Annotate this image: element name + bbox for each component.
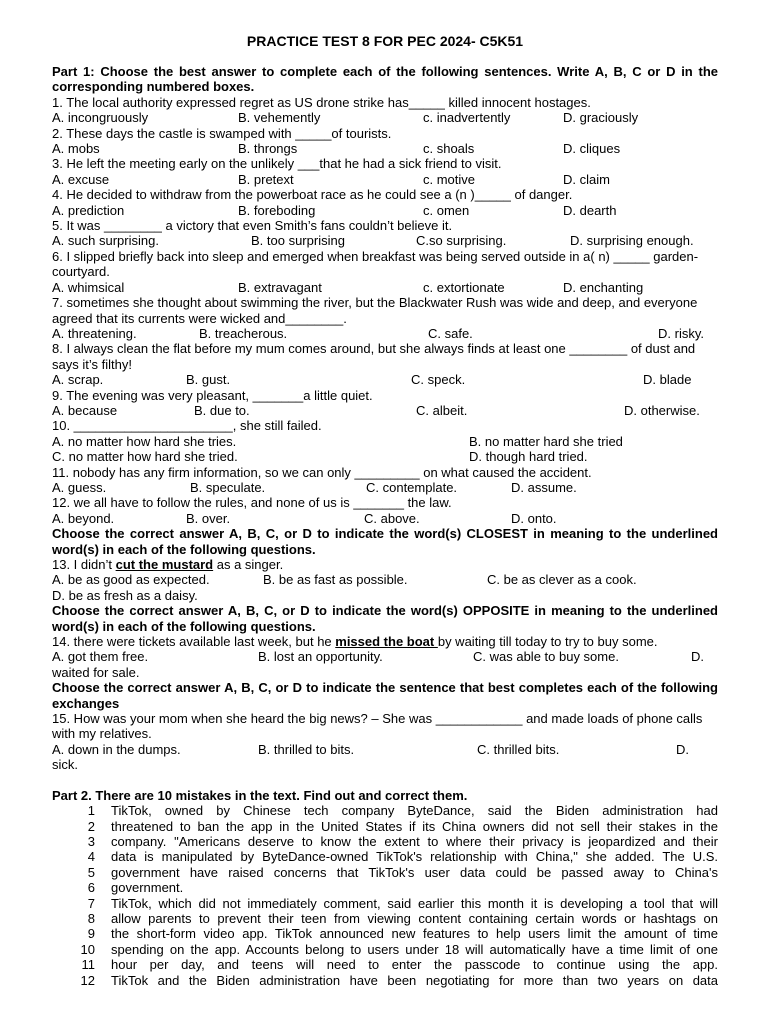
option-b: B. treacherous. <box>199 325 288 341</box>
passage-line <box>52 834 718 849</box>
line-number: 10 <box>80 941 95 957</box>
question-options <box>52 172 718 187</box>
option-b: B. thrilled to bits. <box>258 741 355 757</box>
option-a: A. whimsical <box>52 279 125 295</box>
option-d: D. surprising enough. <box>570 233 694 249</box>
line-number: 1 <box>87 803 95 819</box>
part2-heading: Part 2. There are 10 mistakes in the text. Find out and correct them. <box>52 787 468 803</box>
option-a: A. mobs <box>52 141 100 157</box>
question-stem: 11. nobody has any firm information, so we can only _________ on what caused the accident. <box>52 464 592 480</box>
line-number: 6 <box>87 880 95 896</box>
line-text: hour per day, and teens will need to enter the passcode to continue using the app. <box>111 957 718 973</box>
option-c: c. omen <box>423 202 470 218</box>
question-stem <box>52 557 718 572</box>
option-a: A. no matter how hard she tries. <box>52 433 237 449</box>
option-c: C.so surprising. <box>416 233 507 249</box>
line-number: 11 <box>81 957 95 973</box>
option-d: D. blade <box>643 372 692 388</box>
question-options <box>52 326 718 341</box>
passage-line <box>52 880 718 895</box>
question-options <box>52 449 718 464</box>
line-text: company. "Americans deserve to know the extent to where their privacy is jeopardized and their <box>111 833 718 849</box>
question-stem: 4. He decided to withdraw from the powerboat race as he could see a (n )_____ of danger. <box>52 187 573 203</box>
line-text: data is manipulated by ByteDance-owned TikTok's relationship with China," she added. The U.S. <box>111 849 718 865</box>
option-c: c. inadvertently <box>423 110 511 126</box>
question-options <box>52 372 718 387</box>
option-a: A. excuse <box>52 171 110 187</box>
option-d: D. risky. <box>658 325 704 341</box>
question-stem: 9. The evening was very pleasant, _______a little quiet. <box>52 387 373 403</box>
line-number: 3 <box>87 833 95 849</box>
passage-line <box>52 849 718 864</box>
line-number: 12 <box>80 972 95 988</box>
question-stem: 8. I always clean the flat before my mum comes around, but she always finds at least one ________ of dust and says it’s filthy! <box>52 341 696 372</box>
line-text: allow parents to prevent their teen from viewing content containing certain words or hashtags on <box>111 910 718 926</box>
option-d: D. dearth <box>563 202 617 218</box>
option-c: c. shoals <box>423 141 475 157</box>
option-c: C. thrilled bits. <box>477 741 560 757</box>
question-options <box>52 511 718 526</box>
passage-line <box>52 911 718 926</box>
stem-text: 14. there were tickets available last week, but he <box>52 634 336 650</box>
option-b: B. gust. <box>186 372 231 388</box>
option-b: B. vehemently <box>238 110 321 126</box>
question-stem: 2. These days the castle is swamped with _____of tourists. <box>52 125 392 141</box>
question-options <box>52 233 718 248</box>
question-options <box>52 649 718 664</box>
option-a: A. guess. <box>52 479 107 495</box>
question-options <box>52 742 718 757</box>
option-d-rest: waited for sale. <box>52 664 140 680</box>
option-c: C. albeit. <box>416 402 468 418</box>
option-a: A. threatening. <box>52 325 137 341</box>
question-stem: 3. He left the meeting early on the unlikely ___that he had a sick friend to visit. <box>52 156 502 172</box>
line-text: threatened to ban the app in the United States if its China owners did not sell their stakes in the <box>111 818 718 834</box>
option-d: D. be as fresh as a daisy. <box>52 587 198 603</box>
line-number: 5 <box>87 864 95 880</box>
option-b: B. throngs <box>238 141 298 157</box>
option-a: A. got them free. <box>52 649 149 665</box>
question-options <box>52 141 718 156</box>
line-number: 7 <box>87 895 95 911</box>
question-stem: 15. How was your mom when she heard the big news? – She was ____________ and made loads of phone calls with my relatives. <box>52 711 703 742</box>
passage-line <box>52 803 718 818</box>
closest-instruction: Choose the correct answer A, B, C, or D to indicate the word(s) CLOSEST in meaning to the underlined word(s) in each of the following questions. <box>52 526 718 557</box>
question-options-continued <box>52 757 718 772</box>
option-c: C. no matter how hard she tried. <box>52 449 238 465</box>
test-title: PRACTICE TEST 8 FOR PEC 2024- C5K51 <box>246 33 524 49</box>
option-c: C. above. <box>364 510 420 526</box>
option-a: A. such surprising. <box>52 233 159 249</box>
question-stem: 10. ______________________, she still failed. <box>52 418 322 434</box>
option-b: B. be as fast as possible. <box>263 572 408 588</box>
passage-line <box>52 819 718 834</box>
question-options <box>52 480 718 495</box>
option-d: D. otherwise. <box>624 402 700 418</box>
question-options <box>52 280 718 295</box>
question-stem: 12. we all have to follow the rules, and none of us is _______ the law. <box>52 495 452 511</box>
passage-line <box>52 942 718 957</box>
question-stem: 5. It was ________ a victory that even Smith’s fans couldn’t believe it. <box>52 218 453 234</box>
option-c: C. was able to buy some. <box>473 649 619 665</box>
option-d: D. graciously <box>563 110 639 126</box>
stem-text: 13. I didn’t <box>52 557 116 572</box>
question-options <box>52 203 718 218</box>
question-stem <box>52 634 718 649</box>
option-c: c. extortionate <box>423 279 505 295</box>
line-number: 9 <box>87 926 95 942</box>
passage-line <box>52 926 718 941</box>
question-options <box>52 403 718 418</box>
option-a: A. incongruously <box>52 110 149 126</box>
passage-line <box>52 957 718 972</box>
option-b: B. foreboding <box>238 202 316 218</box>
option-d-start: D. <box>691 649 704 665</box>
line-text: TikTok, which did not immediately comment, said earlier this month it is developing a tool that will <box>111 895 718 911</box>
option-d: D. claim <box>563 171 610 187</box>
option-b: B. no matter hard she tried <box>469 433 623 449</box>
question-stem: 1. The local authority expressed regret as US drone strike has_____ killed innocent hostages. <box>52 94 591 110</box>
question-stem: 7. sometimes she thought about swimming the river, but the Blackwater Rush was wide and deep, and everyone agreed that its currents were wicked and________. <box>52 295 698 326</box>
line-text: government have raised concerns that TikTok's user data could be passed away to China's <box>111 864 718 880</box>
line-text: government. <box>111 880 184 896</box>
option-a: A. scrap. <box>52 372 104 388</box>
line-text: TikTok and the Biden administration have been negotiating for more than two years on data <box>111 972 718 988</box>
opposite-instruction: Choose the correct answer A, B, C, or D to indicate the word(s) OPPOSITE in meaning to the underlined word(s) in each of the following questions. <box>52 603 718 634</box>
option-d-rest: sick. <box>52 757 78 773</box>
question-stem: 6. I slipped briefly back into sleep and emerged when breakfast was being served outside in a( n) _____ garden-courtyard. <box>52 248 699 280</box>
line-text: the short-form video app. TikTok announced new features to help users limit the amount of time <box>111 926 718 942</box>
passage-line <box>52 865 718 880</box>
option-d: D. though hard tried. <box>469 449 588 465</box>
exchanges-instruction: Choose the correct answer A, B, C, or D to indicate the sentence that best completes each of the following exchanges <box>52 680 718 711</box>
option-d: D. onto. <box>511 510 557 526</box>
option-c: C. speck. <box>411 372 466 388</box>
option-d: D. enchanting <box>563 279 644 295</box>
option-c: C. contemplate. <box>366 479 458 495</box>
part1-instruction: Part 1: Choose the best answer to complete each of the following sentences. Write A, B, C or D in the corresponding numbered boxes. <box>52 64 718 95</box>
question-options <box>52 434 718 449</box>
option-a: A. down in the dumps. <box>52 741 181 757</box>
option-c: C. be as clever as a cook. <box>487 572 637 588</box>
option-b: B. pretext <box>238 171 294 187</box>
option-d: D. cliques <box>563 141 621 157</box>
line-number: 4 <box>87 849 95 865</box>
line-text: spending on the app. Accounts belong to users under 18 will automatically have a time limit of one <box>111 941 718 957</box>
question-options <box>52 110 718 125</box>
option-c: C. safe. <box>428 325 473 341</box>
option-d-start: D. <box>676 741 689 757</box>
option-b: B. lost an opportunity. <box>258 649 383 665</box>
option-b: B. extravagant <box>238 279 322 295</box>
question-options-continued <box>52 665 718 680</box>
option-a: A. be as good as expected. <box>52 572 210 588</box>
error-passage <box>52 803 718 988</box>
option-a: A. beyond. <box>52 510 115 526</box>
option-b: B. speculate. <box>190 479 266 495</box>
line-text: TikTok, owned by Chinese tech company ByteDance, said the Biden administration had <box>111 803 718 819</box>
option-a: A. because <box>52 402 118 418</box>
stem-text: as a singer. <box>213 557 284 572</box>
option-a: A. prediction <box>52 202 125 218</box>
line-number: 2 <box>87 818 95 834</box>
passage-line <box>52 896 718 911</box>
underlined-phrase: cut the mustard <box>115 557 214 572</box>
option-c: c. motive <box>423 171 476 187</box>
passage-line <box>52 973 718 988</box>
option-b: B. over. <box>186 510 231 526</box>
option-d: D. assume. <box>511 479 577 495</box>
stem-text: by waiting till today to try to buy some. <box>437 634 658 650</box>
option-b: B. too surprising <box>251 233 345 249</box>
line-number: 8 <box>87 910 95 926</box>
question-options <box>52 572 718 603</box>
option-b: B. due to. <box>194 402 250 418</box>
underlined-phrase: missed the boat <box>335 634 438 650</box>
